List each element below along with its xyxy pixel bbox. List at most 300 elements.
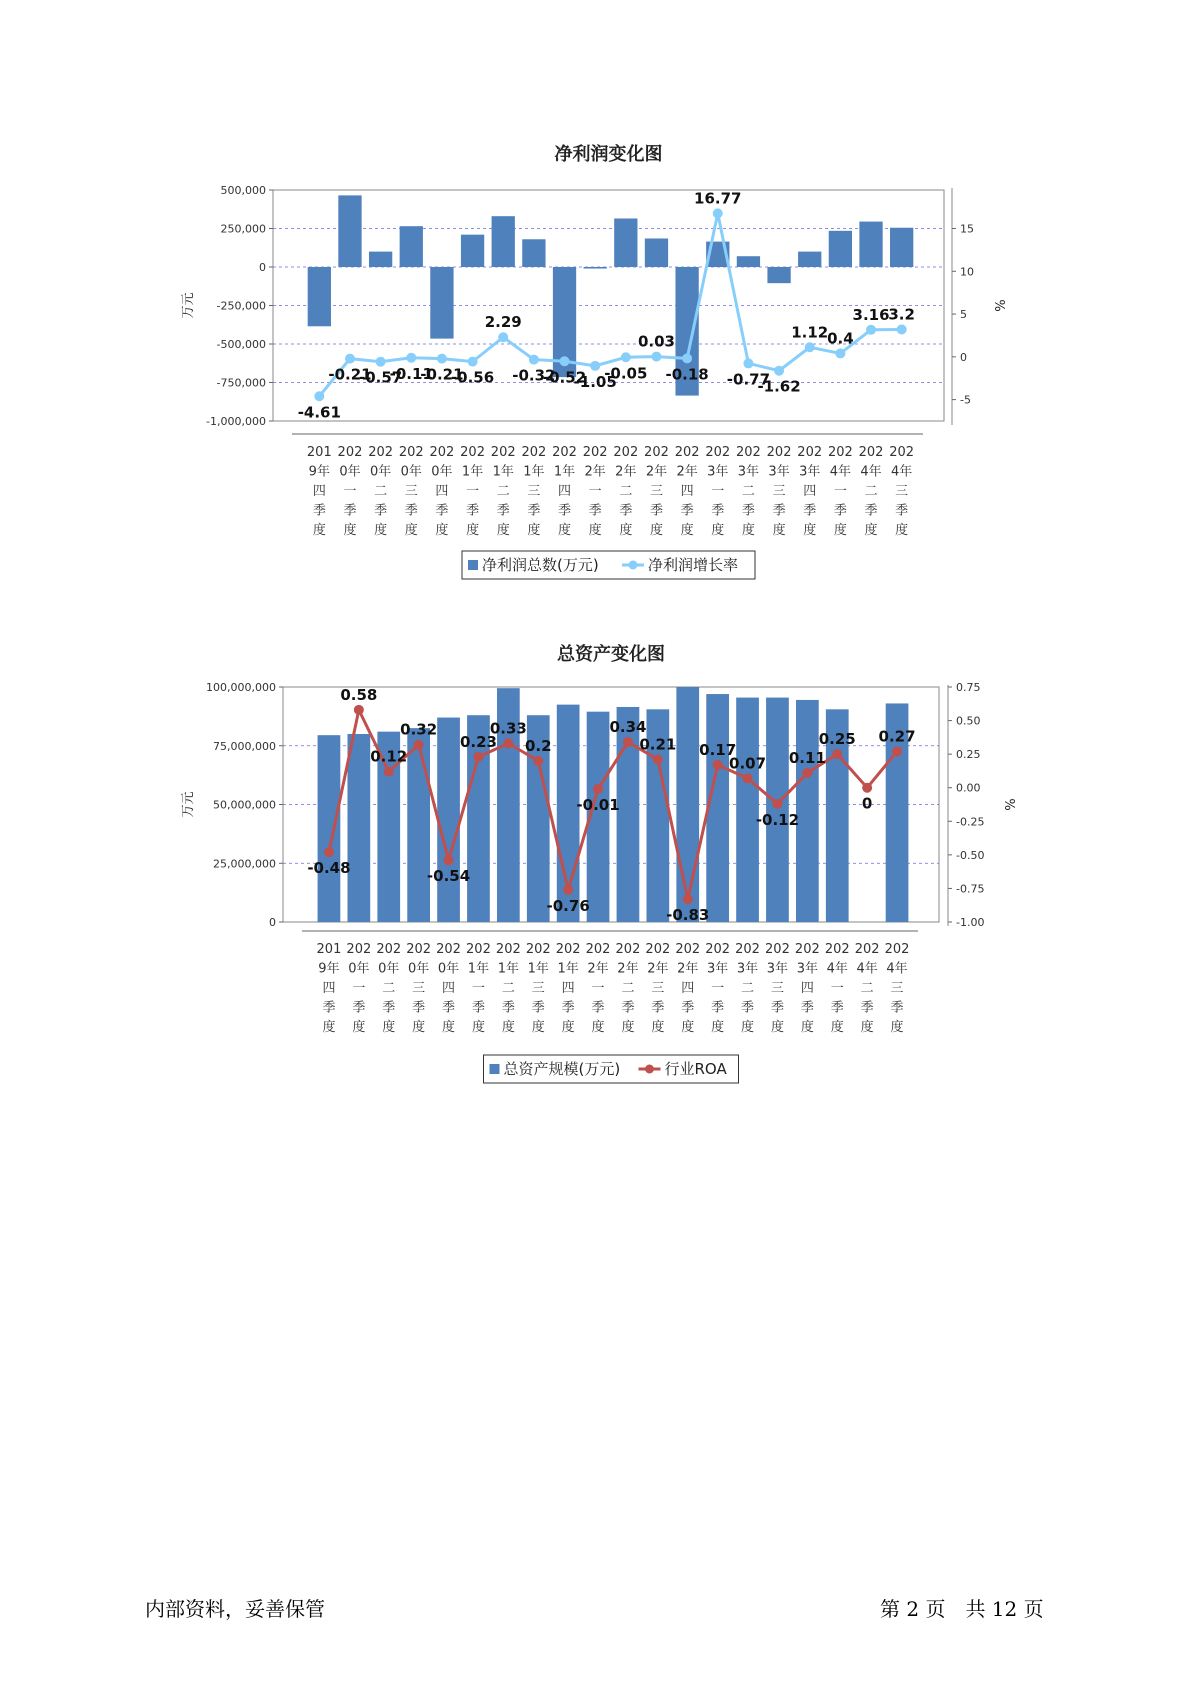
category-label: 季 xyxy=(621,1000,635,1016)
category-label: 202 xyxy=(460,445,485,460)
category-label: 202 xyxy=(376,942,402,957)
line-point xyxy=(835,348,845,358)
category-label: 三 xyxy=(531,981,545,996)
data-label: 0.25 xyxy=(818,730,856,749)
bar xyxy=(430,267,453,339)
category-label: 度 xyxy=(343,523,357,538)
legend-swatch-bar xyxy=(468,560,478,570)
line-point xyxy=(533,756,543,766)
data-label: 0.03 xyxy=(637,332,675,351)
data-label: 0.4 xyxy=(827,329,854,348)
category-label: 度 xyxy=(496,523,510,538)
category-label: 1年 xyxy=(553,464,576,480)
category-label: 3年 xyxy=(768,464,790,480)
data-label: -0.54 xyxy=(426,867,471,886)
category-label: 度 xyxy=(681,1020,695,1035)
legend-label-line: 行业ROA xyxy=(664,1060,727,1078)
data-label: -1.62 xyxy=(757,377,801,396)
legend-label-bar: 总资产规模(万元) xyxy=(503,1060,621,1078)
right-tick-label: -5 xyxy=(960,393,971,407)
data-label: -0.83 xyxy=(666,906,710,925)
left-axis-title: 万元 xyxy=(181,292,196,319)
data-label: -0.77 xyxy=(726,370,771,389)
category-label: 4年 xyxy=(860,464,882,480)
category-label: 3年 xyxy=(707,961,729,977)
data-label: -0.18 xyxy=(665,365,709,384)
category-label: 一 xyxy=(711,484,725,499)
category-label: 度 xyxy=(833,523,847,538)
category-label: 202 xyxy=(613,445,639,460)
data-label: -0.12 xyxy=(755,810,800,829)
category-label: 季 xyxy=(558,503,572,519)
data-label: 1.12 xyxy=(791,323,829,342)
category-label: 季 xyxy=(651,1000,665,1016)
data-label: -0.01 xyxy=(576,796,620,815)
category-label: 202 xyxy=(797,445,823,460)
category-label: 三 xyxy=(772,484,786,499)
line-point xyxy=(529,355,539,365)
category-label: 1年 xyxy=(557,961,579,977)
category-label: 三 xyxy=(651,981,665,996)
category-label: 2年 xyxy=(587,961,609,977)
left-axis-title: 万元 xyxy=(181,791,196,818)
line-point xyxy=(683,894,693,904)
left-tick-label: 25,000,000 xyxy=(213,857,276,871)
bar xyxy=(461,235,484,267)
category-label: 度 xyxy=(531,1020,545,1035)
line-point xyxy=(354,705,364,715)
bar xyxy=(767,267,790,283)
category-label: 季 xyxy=(561,1000,575,1016)
data-label: 0.34 xyxy=(609,718,647,737)
category-label: 202 xyxy=(824,942,850,957)
category-label: 四 xyxy=(803,484,817,499)
category-label: 202 xyxy=(585,942,611,957)
category-label: 0年 xyxy=(378,961,400,977)
category-label: 季 xyxy=(741,503,755,519)
line-point xyxy=(560,356,570,366)
category-label: 202 xyxy=(644,445,669,460)
category-label: 四 xyxy=(322,981,336,996)
category-label: 四 xyxy=(435,484,449,499)
line-point xyxy=(772,799,782,809)
category-label: 1年 xyxy=(492,464,514,480)
data-label: 0.23 xyxy=(459,732,497,751)
category-label: 二 xyxy=(619,484,633,499)
category-label: 4年 xyxy=(856,961,878,977)
category-label: 二 xyxy=(860,981,874,996)
line-point xyxy=(892,746,902,756)
category-label: 一 xyxy=(352,981,366,996)
bar xyxy=(400,226,423,267)
category-label: 1年 xyxy=(467,961,490,977)
line-point xyxy=(743,358,753,368)
category-label: 1年 xyxy=(527,961,549,977)
category-label: 一 xyxy=(711,981,725,996)
category-label: 度 xyxy=(800,1020,814,1035)
category-label: 202 xyxy=(889,445,915,460)
left-tick-label: 500,000 xyxy=(220,184,266,197)
category-label: 季 xyxy=(830,1000,844,1016)
category-label: 202 xyxy=(705,942,731,957)
category-label: 1年 xyxy=(523,464,545,480)
category-label: 四 xyxy=(681,981,695,996)
line-point xyxy=(682,353,692,363)
line-point xyxy=(437,354,447,364)
category-label: 2年 xyxy=(676,464,698,480)
category-label: 4年 xyxy=(886,961,908,977)
bar xyxy=(737,256,760,267)
category-label: 二 xyxy=(741,981,755,996)
category-label: 0年 xyxy=(339,464,361,480)
category-label: 一 xyxy=(830,981,844,996)
line-point xyxy=(897,324,907,334)
data-label: -0.52 xyxy=(542,368,587,387)
data-label: 2.29 xyxy=(484,313,522,332)
category-label: 202 xyxy=(346,942,372,957)
category-label: 0年 xyxy=(400,464,422,480)
category-label: 二 xyxy=(864,484,878,499)
category-label: 季 xyxy=(895,503,909,519)
right-tick-label: 15 xyxy=(960,222,974,236)
category-label: 9年 xyxy=(318,961,340,977)
data-label: 0 xyxy=(861,794,873,813)
category-label: 二 xyxy=(621,981,635,996)
chart-title: 总资产变化图 xyxy=(557,644,665,665)
category-label: 202 xyxy=(521,445,547,460)
category-label: 度 xyxy=(770,1020,784,1035)
right-tick-label: -1.00 xyxy=(956,916,985,929)
left-tick-label: 50,000,000 xyxy=(213,798,276,812)
bar xyxy=(859,222,882,267)
category-label: 度 xyxy=(442,1020,456,1035)
line-point xyxy=(563,885,573,895)
category-label: 度 xyxy=(435,523,449,538)
line-point xyxy=(384,767,394,777)
category-label: 度 xyxy=(649,523,663,538)
line-point xyxy=(444,855,454,865)
category-label: 度 xyxy=(466,523,480,538)
data-label: 0.27 xyxy=(878,727,916,746)
category-label: 四 xyxy=(800,981,814,996)
line-point xyxy=(743,773,753,783)
bar xyxy=(347,734,370,922)
data-label: 0.2 xyxy=(524,736,552,755)
category-label: 202 xyxy=(495,942,521,957)
category-label: 202 xyxy=(735,942,760,957)
category-label: 202 xyxy=(490,445,516,460)
category-label: 四 xyxy=(561,981,575,996)
right-tick-label: 0 xyxy=(960,350,967,364)
data-label: -0.57 xyxy=(359,368,403,387)
category-label: 202 xyxy=(406,942,432,957)
category-label: 3年 xyxy=(799,464,821,480)
category-label: 三 xyxy=(649,484,663,499)
line-point xyxy=(376,357,386,367)
category-label: 度 xyxy=(471,1020,485,1035)
line-point xyxy=(503,738,513,748)
category-label: 季 xyxy=(471,1000,485,1016)
category-label: 度 xyxy=(561,1020,575,1035)
category-label: 3年 xyxy=(736,961,759,977)
category-label: 季 xyxy=(649,503,663,519)
category-label: 季 xyxy=(591,1000,605,1016)
category-label: 季 xyxy=(833,503,847,519)
legend-swatch-marker xyxy=(645,1065,654,1074)
bar xyxy=(645,239,668,267)
chart-title: 净利润变化图 xyxy=(554,144,663,165)
data-label: -0.21 xyxy=(328,365,372,384)
category-label: 度 xyxy=(501,1020,515,1035)
category-label: 二 xyxy=(374,484,388,499)
category-label: 202 xyxy=(884,942,910,957)
right-tick-label: 0.00 xyxy=(956,781,981,795)
category-label: 202 xyxy=(525,942,551,957)
data-label: 0.32 xyxy=(400,720,438,739)
bar xyxy=(829,231,852,267)
data-label: 0.33 xyxy=(489,719,527,738)
category-label: 202 xyxy=(466,942,491,957)
category-label: 202 xyxy=(552,445,577,460)
bar xyxy=(706,694,729,922)
category-label: 度 xyxy=(741,1020,755,1035)
category-label: 季 xyxy=(435,503,449,519)
bar xyxy=(676,687,699,922)
category-label: 季 xyxy=(619,503,633,519)
data-label: 16.77 xyxy=(694,189,742,208)
category-label: 季 xyxy=(711,1000,725,1016)
total-assets-chart xyxy=(0,630,1191,1100)
line-point xyxy=(314,391,324,401)
left-tick-label: -1,000,000 xyxy=(206,415,266,428)
category-label: 四 xyxy=(680,484,694,499)
bar xyxy=(369,252,392,267)
left-tick-label: 0 xyxy=(259,261,266,274)
category-label: 度 xyxy=(382,1020,396,1035)
line-point xyxy=(414,740,424,750)
category-label: 季 xyxy=(374,503,388,519)
line-point xyxy=(593,784,603,794)
category-label: 季 xyxy=(496,503,510,519)
data-label: -0.56 xyxy=(450,368,495,387)
right-tick-label: -0.50 xyxy=(956,848,985,862)
legend-swatch-bar xyxy=(490,1064,500,1074)
legend-label-bar: 净利润总数(万元) xyxy=(482,556,599,574)
right-tick-label: 0.50 xyxy=(956,714,981,728)
line-point xyxy=(345,354,355,364)
line-point xyxy=(623,737,633,747)
line-point xyxy=(406,353,416,363)
category-label: 季 xyxy=(860,1000,874,1016)
category-label: 季 xyxy=(864,503,878,519)
category-label: 202 xyxy=(854,942,880,957)
category-label: 度 xyxy=(864,523,878,538)
bar xyxy=(766,698,789,922)
category-label: 2年 xyxy=(584,464,606,480)
category-label: 202 xyxy=(765,942,790,957)
data-label: -4.61 xyxy=(297,403,341,422)
category-label: 一 xyxy=(343,484,357,499)
bar xyxy=(736,698,759,922)
line-point xyxy=(590,361,600,371)
category-label: 二 xyxy=(501,981,515,996)
category-label: 季 xyxy=(680,503,694,519)
category-label: 1年 xyxy=(497,961,519,977)
bar xyxy=(338,195,361,267)
category-label: 201 xyxy=(316,942,342,957)
data-label: 0.21 xyxy=(639,735,677,754)
category-label: 度 xyxy=(680,523,694,538)
category-label: 季 xyxy=(800,1000,814,1016)
category-label: 一 xyxy=(471,981,485,996)
line-point xyxy=(802,768,812,778)
bar xyxy=(522,239,545,267)
category-label: 四 xyxy=(558,484,572,499)
category-label: 季 xyxy=(681,1000,695,1016)
bar xyxy=(318,735,341,922)
left-tick-label: -250,000 xyxy=(216,299,266,313)
category-label: 度 xyxy=(803,523,817,538)
category-label: 202 xyxy=(429,445,455,460)
data-label: -1.05 xyxy=(573,372,617,391)
right-axis-title: % xyxy=(1001,798,1016,811)
legend-swatch-marker xyxy=(629,561,638,570)
category-label: 度 xyxy=(412,1020,426,1035)
category-label: 202 xyxy=(368,445,394,460)
category-label: 0年 xyxy=(348,961,370,977)
category-label: 4年 xyxy=(826,961,848,977)
right-tick-label: 10 xyxy=(960,265,974,279)
data-label: 3.16 xyxy=(852,305,890,324)
left-tick-label: 0 xyxy=(269,916,276,929)
category-label: 季 xyxy=(527,503,541,519)
category-label: 0年 xyxy=(369,464,392,480)
category-label: 季 xyxy=(741,1000,755,1016)
category-label: 4年 xyxy=(829,464,852,480)
data-label: 0.58 xyxy=(340,685,378,704)
category-label: 度 xyxy=(591,1020,605,1035)
data-label: 0.12 xyxy=(370,747,408,766)
category-label: 季 xyxy=(382,1000,396,1016)
category-label: 季 xyxy=(352,1000,366,1016)
category-label: 度 xyxy=(651,1020,665,1035)
category-label: 度 xyxy=(619,523,633,538)
category-label: 三 xyxy=(890,981,904,996)
category-label: 度 xyxy=(558,523,572,538)
line-point xyxy=(713,208,723,218)
left-tick-label: -750,000 xyxy=(216,376,266,390)
category-label: 0年 xyxy=(408,961,430,977)
category-label: 度 xyxy=(895,523,909,538)
bar xyxy=(437,718,460,922)
line-point xyxy=(651,352,661,362)
category-label: 202 xyxy=(858,445,884,460)
category-label: 一 xyxy=(591,981,605,996)
right-tick-label: 0.75 xyxy=(956,681,981,694)
bar xyxy=(407,728,430,922)
category-label: 202 xyxy=(675,942,701,957)
category-label: 度 xyxy=(890,1020,904,1035)
data-label: 0.11 xyxy=(788,748,826,767)
data-label: -0.11 xyxy=(389,364,433,383)
line-point xyxy=(468,357,478,367)
category-label: 二 xyxy=(382,981,396,996)
line-point xyxy=(866,325,876,335)
category-label: 三 xyxy=(527,484,541,499)
category-label: 202 xyxy=(337,445,363,460)
category-label: 4年 xyxy=(891,464,913,480)
category-label: 三 xyxy=(404,484,418,499)
left-tick-label: 100,000,000 xyxy=(206,681,276,694)
left-tick-label: 250,000 xyxy=(220,222,266,236)
line-point xyxy=(324,847,334,857)
right-tick-label: -0.25 xyxy=(956,815,985,829)
category-label: 度 xyxy=(352,1020,366,1035)
category-label: 季 xyxy=(772,503,786,519)
category-label: 四 xyxy=(312,484,326,499)
category-label: 度 xyxy=(588,523,602,538)
footer-page-number: 第 2 页 共 12 页 xyxy=(880,1597,1044,1621)
category-label: 度 xyxy=(741,523,755,538)
category-label: 季 xyxy=(404,503,418,519)
line-point xyxy=(498,332,508,342)
category-label: 三 xyxy=(412,981,426,996)
left-tick-label: -500,000 xyxy=(216,338,266,351)
category-label: 202 xyxy=(398,445,424,460)
category-label: 0年 xyxy=(431,464,453,480)
category-label: 202 xyxy=(794,942,820,957)
category-label: 2年 xyxy=(647,961,669,977)
category-label: 度 xyxy=(404,523,418,538)
line-point xyxy=(862,783,872,793)
bar xyxy=(308,267,331,326)
data-label: 3.2 xyxy=(888,305,915,324)
category-label: 一 xyxy=(833,484,847,499)
category-label: 202 xyxy=(555,942,581,957)
category-label: 202 xyxy=(645,942,671,957)
bar xyxy=(614,218,637,267)
category-label: 202 xyxy=(615,942,641,957)
category-label: 季 xyxy=(803,503,817,519)
category-label: 度 xyxy=(312,523,326,538)
category-label: 度 xyxy=(322,1020,336,1035)
category-label: 度 xyxy=(374,523,388,538)
category-label: 度 xyxy=(711,1020,725,1035)
category-label: 3年 xyxy=(766,961,789,977)
category-label: 2年 xyxy=(617,961,639,977)
data-label: -0.21 xyxy=(420,365,464,384)
category-label: 度 xyxy=(711,523,725,538)
footer-confidential-note: 内部资料，妥善保管 xyxy=(145,1597,325,1621)
line-point xyxy=(832,749,842,759)
line-point xyxy=(473,752,483,762)
legend-label-line: 净利润增长率 xyxy=(648,556,739,574)
line-point xyxy=(621,352,631,362)
category-label: 202 xyxy=(705,445,731,460)
category-label: 三 xyxy=(895,484,909,499)
category-label: 季 xyxy=(312,503,326,519)
data-label: -0.32 xyxy=(512,366,556,385)
category-label: 3年 xyxy=(707,464,729,480)
category-label: 季 xyxy=(442,1000,456,1016)
data-label: -0.48 xyxy=(307,859,351,878)
line-point xyxy=(805,342,815,352)
data-label: -0.05 xyxy=(604,364,648,383)
category-label: 1年 xyxy=(461,464,484,480)
category-label: 2年 xyxy=(677,961,699,977)
right-tick-label: 5 xyxy=(960,308,967,322)
category-label: 季 xyxy=(588,503,602,519)
